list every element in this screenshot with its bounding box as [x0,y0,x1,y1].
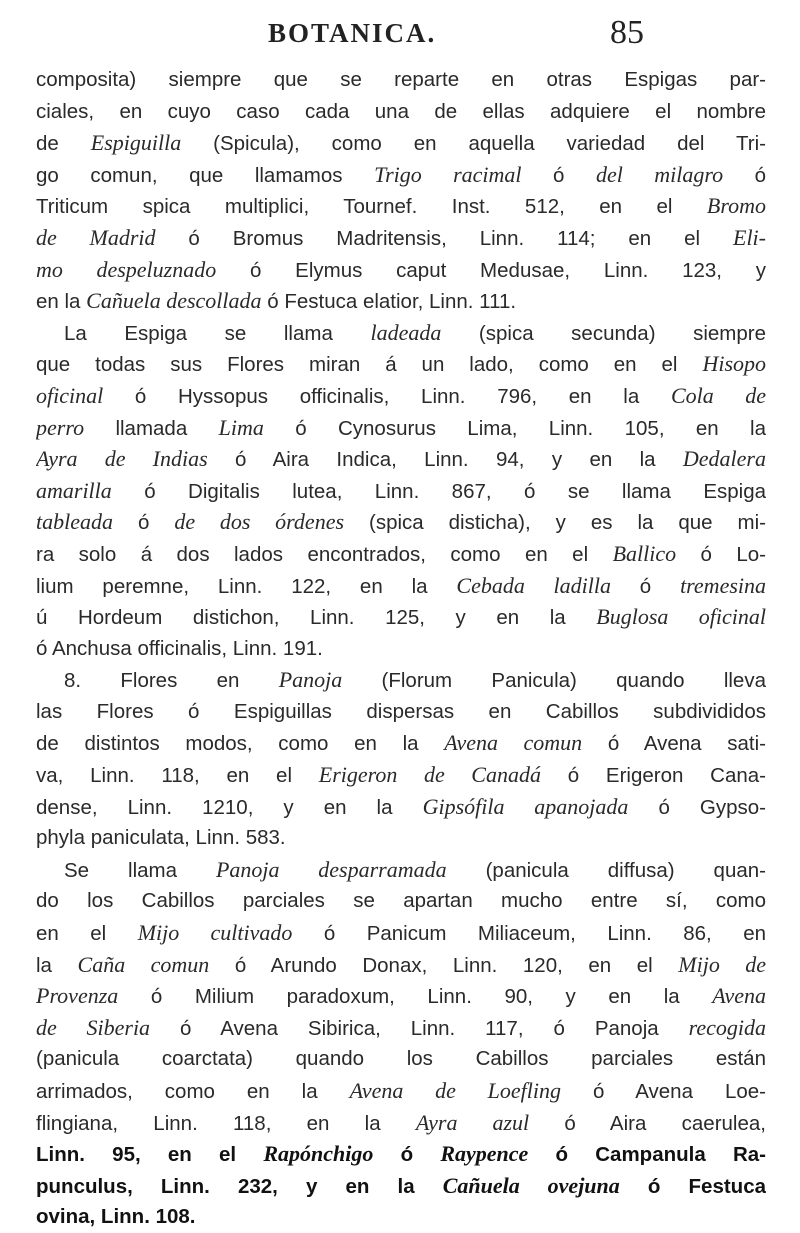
text-run: ó Aira caerulea, [529,1111,766,1135]
italic-term: Mijo cultivado [137,920,293,946]
page-number: 85 [610,14,644,51]
text-run: llamada [84,416,219,440]
text-run: que todas sus Flores miran á un lado, como en el [36,353,703,377]
text-run: composita) siempre que se reparte en otras Espigas par- [36,68,766,91]
text-run: ciales, en cuyo caso cada una de ellas adquiere el nombre [36,99,766,123]
text-line [36,222,766,254]
text-line [36,538,766,570]
text-run: ó Bromus Madritensis, Linn. 114; en el [155,226,733,250]
text-run: (Florum Panicula) quando lleva [342,669,766,693]
italic-term: ladeada [370,319,442,345]
text-line [36,443,766,475]
italic-term: Raypence [440,1141,529,1167]
text-run: las Flores ó Espiguillas dispersas en Cabillos subdivididos [36,699,766,723]
italic-term: Hisopo [702,351,766,377]
italic-term: Cañuela ovejuna [442,1172,620,1198]
text-run: arrimados, como en la [36,1080,350,1103]
text-run: ú Hordeum distichon, Linn. 125, y en la [36,606,597,630]
text-line [36,96,766,128]
text-run: ó Aira Indica, Linn. 94, y en la [207,448,683,472]
text-line [36,791,766,823]
text-line [36,980,766,1012]
italic-term: perro [36,414,85,440]
text-run: ó Milium paradoxum, Linn. 90, y en la [118,985,713,1009]
italic-term: tremesina [680,572,766,598]
text-line [36,1201,766,1233]
text-line [36,854,766,886]
text-run: phyla paniculata, Linn. 583. [36,826,286,850]
text-run: ó Avena Sibirica, Linn. 117, ó Panoja [150,1016,689,1040]
text-run: (spica disticha), y es la que mi- [344,511,766,535]
text-run: (spica secunda) siempre [441,321,766,345]
italic-term: de Siberia [36,1014,151,1040]
text-line [36,159,766,191]
text-run: go comun, que llamamos [36,163,375,187]
text-line [36,1075,766,1107]
text-run: lium peremne, Linn. 122, en la [36,574,457,598]
italic-term: Panoja desparramada [215,856,447,882]
running-head: BOTANICA. [268,18,437,48]
italic-term: del milagro [596,161,724,187]
italic-term: Buglosa oficinal [596,604,766,630]
italic-term: de Madrid [36,224,156,250]
text-line [36,475,766,507]
text-run: ó Arundo Donax, Linn. 120, en el [209,953,679,977]
text-line [36,822,766,854]
italic-term: Cebada ladilla [456,572,611,598]
text-run: la [36,953,78,977]
text-line [36,664,766,696]
text-run: ó Cynosurus Lima, Linn. 105, en la [263,416,766,440]
italic-term: Rapónchigo [263,1141,374,1167]
text-run: va, Linn. 118, en el [36,764,319,788]
text-run: ó Festuca [619,1174,766,1198]
italic-term: Cola de [670,382,766,408]
text-line [36,885,766,917]
text-line [36,64,766,96]
italic-term: Avena de Loefling [349,1078,562,1103]
text-run: punculus, Linn. 232, y en la [36,1174,443,1198]
text-line [36,917,766,949]
text-run: ó Festuca elatior, Linn. 111. [261,290,517,314]
italic-term: Avena [712,983,766,1009]
text-line [36,759,766,791]
text-run: dense, Linn. 1210, y en la [36,795,423,819]
text-run: ó Panicum Miliaceum, Linn. 86, en [292,922,766,946]
text-run: en la [36,290,87,314]
text-run: ó Gypso- [628,795,766,819]
text-run: ó Erigeron Cana- [540,764,766,788]
italic-term: recogida [688,1014,766,1040]
text-run: de distintos modos, como en la [36,732,445,756]
text-line [36,317,766,349]
italic-term: tableada [36,509,113,535]
text-line [36,285,766,317]
text-run: ó Avena sati- [582,732,766,756]
text-line [36,1012,766,1044]
italic-term: Provenza [36,983,119,1009]
italic-term: Gipsófila apanojada [422,793,629,819]
text-run: (panicula coarctata) quando los Cabillos parciales están [36,1047,766,1071]
text-line [36,1043,766,1075]
italic-term: Panoja [278,667,343,693]
italic-term: Eli- [733,224,766,250]
text-run: ó [610,574,681,598]
text-run: Linn. 95, en el [36,1143,264,1167]
text-line [36,633,766,665]
text-line [36,127,766,159]
text-line [36,412,766,444]
body-text [36,64,766,1233]
text-run: ó [113,511,175,535]
text-run: ó Avena Loe- [561,1080,766,1103]
italic-term: Espiguilla [90,130,182,156]
text-line [36,601,766,633]
text-run: ra solo á dos lados encontrados, como en el [36,542,613,566]
text-run: ó Hyssopus officinalis, Linn. 796, en la [103,384,671,408]
text-run: (Spicula), como en aquella variedad del Tri- [181,132,766,156]
text-line [36,1170,766,1202]
italic-term: Ballico [612,540,677,566]
text-line [36,1138,766,1170]
text-run: en el [36,922,138,946]
page-header [0,14,800,58]
italic-term: Erigeron de Canadá [318,762,541,788]
text-run: de [36,132,91,156]
text-line [36,1107,766,1139]
italic-term: Trigo racimal [374,161,522,187]
italic-term: Mijo de [678,951,766,977]
italic-term: mo despeluznado [36,256,217,282]
text-run: ó Digitalis lutea, Linn. 867, ó se llama Espiga [111,479,766,503]
text-run: ó Elymus caput Medusae, Linn. 123, y [216,258,766,282]
italic-term: de dos órdenes [174,509,345,535]
text-line [36,506,766,538]
italic-term: Lima [218,414,264,440]
text-line [36,949,766,981]
text-run: ó [373,1143,441,1167]
text-line [36,696,766,728]
text-run: Se llama [64,858,216,882]
text-run: La Espiga se llama [64,321,371,345]
italic-term: Ayra azul [415,1109,530,1135]
italic-term: Ayra de Indias [36,446,208,472]
italic-term: Avena comun [444,730,583,756]
text-line [36,380,766,412]
text-line [36,570,766,602]
text-run: ó Lo- [676,542,766,566]
text-run: Triticum spica multiplici, Tournef. Inst. 512, en el [36,195,707,219]
italic-term: amarilla [36,477,112,503]
italic-term: oficinal [36,382,104,408]
text-run: flingiana, Linn. 118, en la [36,1111,416,1135]
italic-term: Dedalera [682,446,766,472]
text-line [36,190,766,222]
text-line [36,348,766,380]
italic-term: Cañuela descollada [86,288,262,314]
text-run: ovina, Linn. 108. [36,1205,196,1229]
text-run: 8. Flores en [64,669,279,693]
text-run: do los Cabillos parciales se apartan mucho entre sí, como [36,889,766,913]
text-run: ó [723,163,766,187]
text-run: ó Campanula Ra- [528,1143,766,1167]
italic-term: Bromo [706,193,766,219]
text-run: ó Anchusa officinalis, Linn. 191. [36,636,323,660]
text-run: (panicula diffusa) quan- [446,858,766,882]
text-run: ó [521,163,596,187]
text-line [36,727,766,759]
italic-term: Caña comun [77,951,210,977]
text-line [36,254,766,286]
